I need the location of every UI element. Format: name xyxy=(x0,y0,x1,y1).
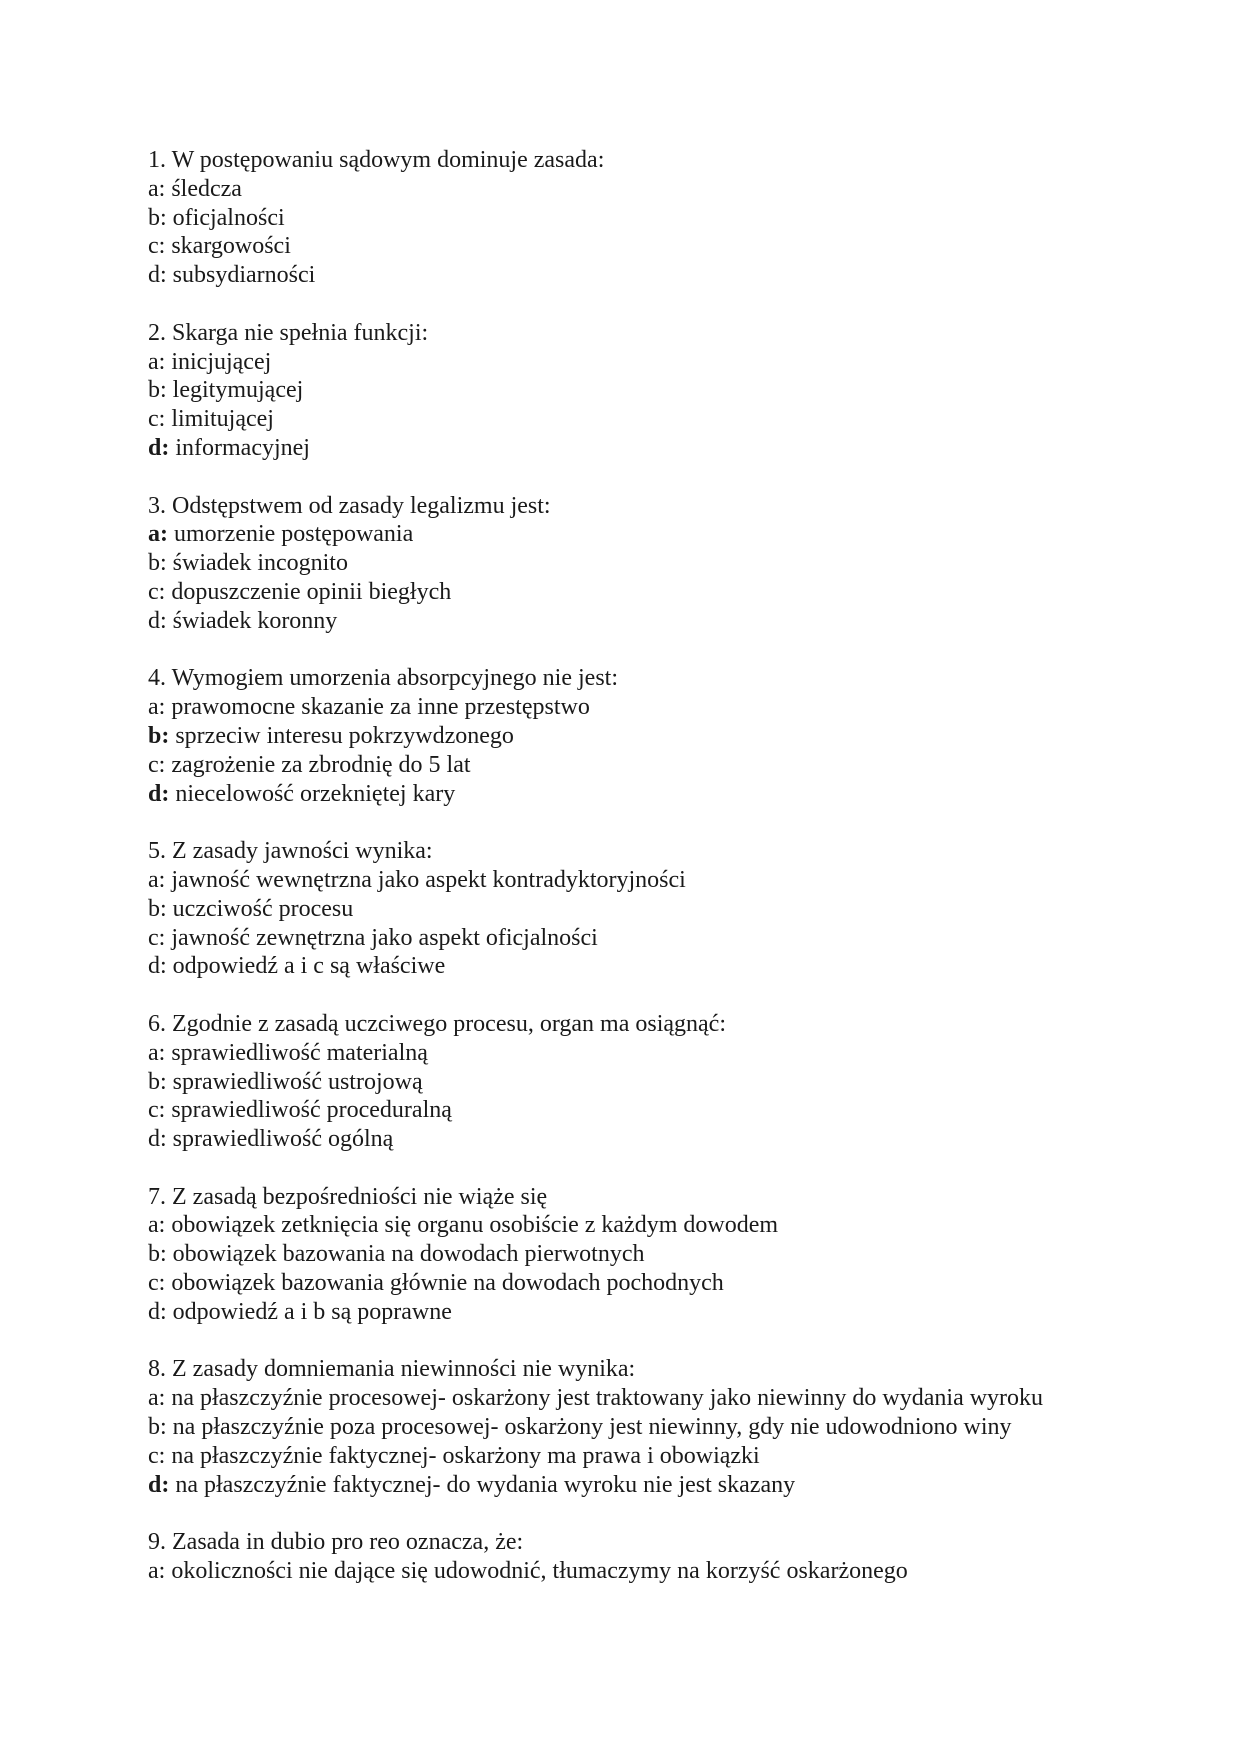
answer-option xyxy=(148,895,1208,924)
answer-text: niecelowość orzekniętej kary xyxy=(175,780,456,807)
answer-option xyxy=(148,1039,1208,1068)
answer-option xyxy=(148,751,1208,780)
answer-text: subsydiarności xyxy=(172,262,316,289)
answer-key: b: xyxy=(148,1414,167,1441)
answer-key: c: xyxy=(148,1442,166,1469)
answer-text: sprawiedliwość materialną xyxy=(171,1039,428,1066)
answer-option xyxy=(148,348,1208,377)
answer-option xyxy=(148,1298,1208,1327)
question-block xyxy=(148,1183,1208,1327)
answer-option xyxy=(148,1384,1208,1413)
answer-text: skargowości xyxy=(171,233,291,260)
answer-text: na płaszczyźnie poza procesowej- oskarżony jest niewinny, gdy nie udowodniono winy xyxy=(172,1414,1012,1441)
answer-key: c: xyxy=(148,1097,166,1124)
answer-key: b: xyxy=(148,377,167,404)
answer-key: d: xyxy=(148,953,167,980)
answer-text: limitującej xyxy=(171,406,274,433)
answer-key: a: xyxy=(148,1039,166,1066)
answer-text: sprawiedliwość proceduralną xyxy=(171,1097,452,1124)
question-text: 3. Odstępstwem od zasady legalizmu jest: xyxy=(148,492,551,519)
answer-key: a: xyxy=(148,1385,166,1412)
answer-key: c: xyxy=(148,406,166,433)
answer-option xyxy=(148,1557,1208,1586)
question-text: 8. Z zasady domniemania niewinności nie wynika: xyxy=(148,1356,636,1383)
answer-key: b: xyxy=(148,550,167,577)
answer-key: a: xyxy=(148,175,166,202)
answer-key: b: xyxy=(148,1241,167,1268)
answer-text: śledcza xyxy=(171,175,242,202)
answer-option xyxy=(148,693,1208,722)
answer-key: c: xyxy=(148,578,166,605)
answer-text: obowiązek bazowania głównie na dowodach pochodnych xyxy=(171,1270,724,1297)
answer-option xyxy=(148,722,1208,751)
answer-text: sprzeciw interesu pokrzywdzonego xyxy=(175,722,514,749)
question-text: 5. Z zasady jawności wynika: xyxy=(148,838,433,865)
answer-text: informacyjnej xyxy=(175,434,310,461)
answer-text: na płaszczyźnie faktycznej- do wydania wyroku nie jest skazany xyxy=(175,1471,796,1498)
answer-key: d: xyxy=(148,780,170,807)
answer-option xyxy=(148,780,1208,809)
answer-key: a: xyxy=(148,866,166,893)
answer-text: legitymującej xyxy=(172,377,304,404)
answer-text: odpowiedź a i b są poprawne xyxy=(172,1298,452,1325)
answer-text: zagrożenie za zbrodnię do 5 lat xyxy=(171,751,471,778)
answer-key: d: xyxy=(148,1471,170,1498)
answer-option xyxy=(148,376,1208,405)
quiz-content xyxy=(148,146,1208,1615)
answer-key: d: xyxy=(148,1126,167,1153)
answer-text: obowiązek bazowania na dowodach pierwotnych xyxy=(172,1241,645,1268)
answer-text: inicjującej xyxy=(171,348,272,375)
answer-text: uczciwość procesu xyxy=(172,895,354,922)
question-block xyxy=(148,1355,1208,1499)
question-block xyxy=(148,492,1208,636)
answer-key: c: xyxy=(148,1270,166,1297)
question-text: 9. Zasada in dubio pro reo oznacza, że: xyxy=(148,1529,524,1556)
answer-option xyxy=(148,1096,1208,1125)
answer-key: a: xyxy=(148,694,166,721)
answer-option xyxy=(148,1413,1208,1442)
answer-key: d: xyxy=(148,1298,167,1325)
question-text: 6. Zgodnie z zasadą uczciwego procesu, organ ma osiągnąć: xyxy=(148,1010,726,1037)
answer-option xyxy=(148,952,1208,981)
answer-option xyxy=(148,866,1208,895)
answer-option xyxy=(148,924,1208,953)
answer-option xyxy=(148,549,1208,578)
answer-key: d: xyxy=(148,607,167,634)
answer-option xyxy=(148,1068,1208,1097)
question-block xyxy=(148,664,1208,808)
answer-option xyxy=(148,405,1208,434)
answer-text: prawomocne skazanie za inne przestępstwo xyxy=(171,694,590,721)
question-text: 4. Wymogiem umorzenia absorpcyjnego nie jest: xyxy=(148,665,618,692)
answer-text: jawność zewnętrzna jako aspekt oficjalności xyxy=(171,924,598,951)
answer-option xyxy=(148,1240,1208,1269)
answer-option xyxy=(148,607,1208,636)
answer-option xyxy=(148,1442,1208,1471)
answer-option xyxy=(148,1125,1208,1154)
answer-key: c: xyxy=(148,751,166,778)
answer-text: na płaszczyźnie faktycznej- oskarżony ma prawa i obowiązki xyxy=(171,1442,760,1469)
answer-option xyxy=(148,204,1208,233)
answer-option xyxy=(148,1269,1208,1298)
answer-text: okoliczności nie dające się udowodnić, tłumaczymy na korzyść oskarżonego xyxy=(171,1558,908,1585)
answer-text: sprawiedliwość ustrojową xyxy=(172,1068,423,1095)
answer-key: a: xyxy=(148,1212,166,1239)
answer-option xyxy=(148,232,1208,261)
answer-text: umorzenie postępowania xyxy=(174,521,414,548)
answer-text: sprawiedliwość ogólną xyxy=(172,1126,394,1153)
answer-option xyxy=(148,175,1208,204)
answer-option xyxy=(148,578,1208,607)
answer-key: b: xyxy=(148,204,167,231)
answer-option xyxy=(148,261,1208,290)
question-block xyxy=(148,319,1208,463)
answer-text: na płaszczyźnie procesowej- oskarżony jest traktowany jako niewinny do wydania wyroku xyxy=(171,1385,1044,1412)
question-block xyxy=(148,837,1208,981)
answer-key: a: xyxy=(148,348,166,375)
answer-text: świadek koronny xyxy=(172,607,338,634)
answer-text: odpowiedź a i c są właściwe xyxy=(172,953,446,980)
answer-text: świadek incognito xyxy=(172,550,348,577)
answer-key: b: xyxy=(148,895,167,922)
question-block xyxy=(148,146,1208,290)
answer-key: d: xyxy=(148,434,170,461)
answer-option xyxy=(148,434,1208,463)
question-text: 7. Z zasadą bezpośredniości nie wiąże się xyxy=(148,1183,548,1210)
answer-text: oficjalności xyxy=(172,204,285,231)
answer-option xyxy=(148,1211,1208,1240)
answer-option xyxy=(148,1471,1208,1500)
answer-key: b: xyxy=(148,722,170,749)
answer-text: obowiązek zetknięcia się organu osobiście z każdym dowodem xyxy=(171,1212,779,1239)
answer-key: a: xyxy=(148,1558,166,1585)
answer-key: a: xyxy=(148,521,168,548)
answer-key: c: xyxy=(148,924,166,951)
question-block xyxy=(148,1010,1208,1154)
answer-key: d: xyxy=(148,262,167,289)
answer-text: jawność wewnętrzna jako aspekt kontradyktoryjności xyxy=(171,866,686,893)
question-text: 1. W postępowaniu sądowym dominuje zasada: xyxy=(148,147,605,173)
answer-option xyxy=(148,520,1208,549)
question-text: 2. Skarga nie spełnia funkcji: xyxy=(148,319,429,346)
answer-text: dopuszczenie opinii biegłych xyxy=(171,578,452,605)
answer-key: c: xyxy=(148,233,166,260)
question-block xyxy=(148,1528,1208,1586)
answer-key: b: xyxy=(148,1068,167,1095)
